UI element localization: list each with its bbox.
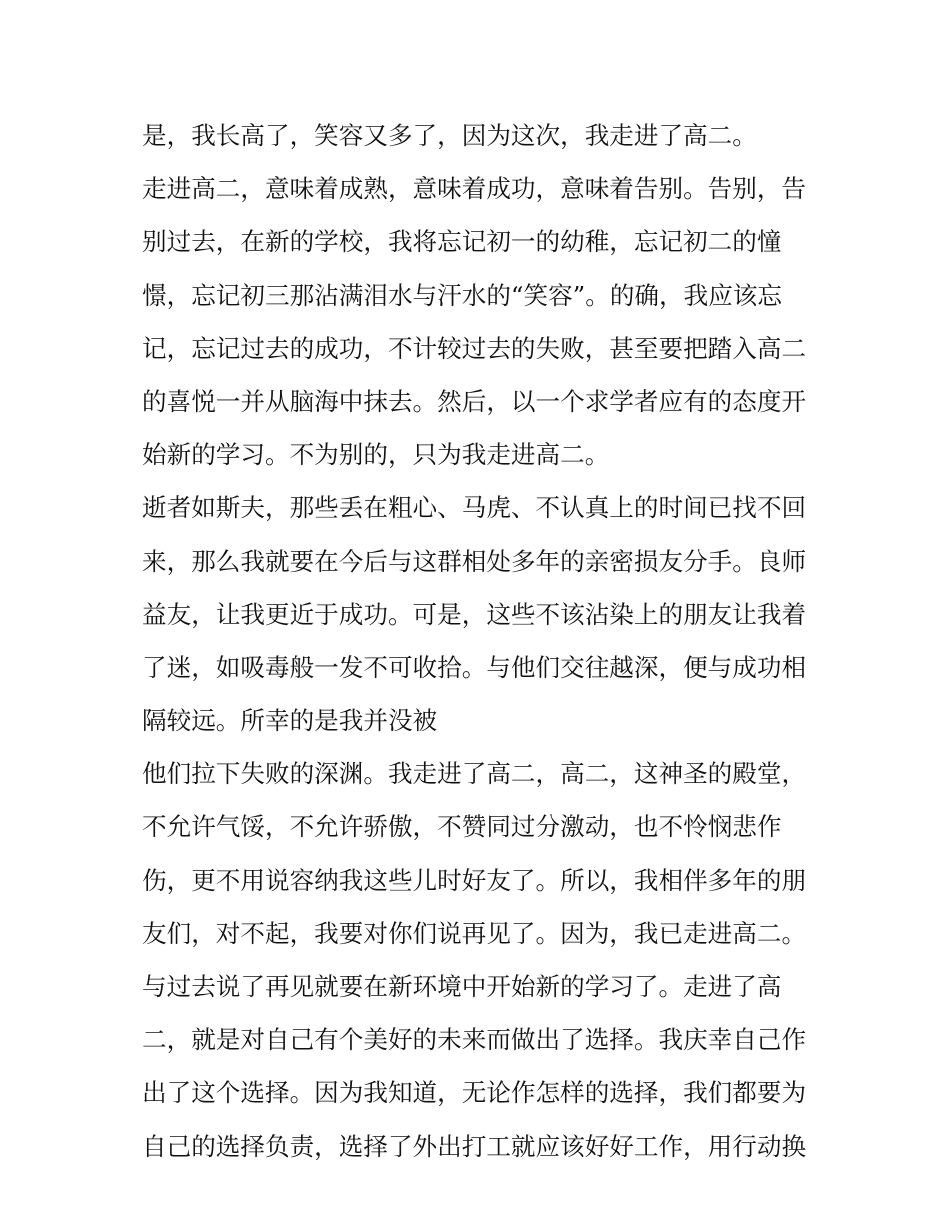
text-line: 二，就是对自己有个美好的未来而做出了选择。我庆幸自己作 (142, 1025, 807, 1055)
text-line: 憬，忘记初三那沾满泪水与汗水的“笑容”。的确，我应该忘 (142, 280, 782, 310)
text-line: 是，我长高了，笑容又多了，因为这次，我走进了高二。 (142, 121, 757, 150)
text-line: 别过去，在新的学校，我将忘记初一的幼稚，忘记初二的憧 (142, 227, 782, 257)
text-line: 与过去说了再见就要在新环境中开始新的学习了。走进了高 (142, 972, 782, 1001)
text-line: 记，忘记过去的成功，不计较过去的失败，甚至要把踏入高二 (142, 333, 807, 363)
text-line: 自己的选择负责，选择了外出打工就应该好好工作，用行动换 (142, 1131, 807, 1161)
text-line: 隔较远。所幸的是我并没被 (142, 706, 438, 736)
text-line: 了迷，如吸毒般一发不可收拾。与他们交往越深，便与成功相 (142, 652, 807, 682)
body-text (142, 109, 814, 1173)
text-line: 的喜悦一并从脑海中抹去。然后，以一个求学者应有的态度开 (142, 386, 807, 416)
text-line: 友们，对不起，我要对你们说再见了。因为，我已走进高二。 (142, 918, 807, 948)
text-line: 益友，让我更近于成功。可是，这些不该沾染上的朋友让我着 (142, 599, 807, 629)
text-line: 伤，更不用说容纳我这些儿时好友了。所以，我相伴多年的朋 (142, 865, 807, 895)
text-line: 来，那么我就要在今后与这群相处多年的亲密损友分手。良师 (142, 546, 807, 576)
text-line: 走进高二，意味着成熟，意味着成功，意味着告别。告别，告 (142, 174, 807, 204)
text-line: 逝者如斯夫，那些丢在粗心、马虎、不认真上的时间已找不回 (142, 493, 807, 523)
text-line: 出了这个选择。因为我知道，无论作怎样的选择，我们都要为 (142, 1078, 807, 1108)
text-line: 他们拉下失败的深渊。我走进了高二，高二，这神圣的殿堂， (142, 759, 807, 789)
text-line: 不允许气馁，不允许骄傲，不赞同过分激动，也不怜悯悲作 (142, 812, 782, 842)
text-line: 始新的学习。不为别的，只为我走进高二。 (142, 440, 610, 470)
